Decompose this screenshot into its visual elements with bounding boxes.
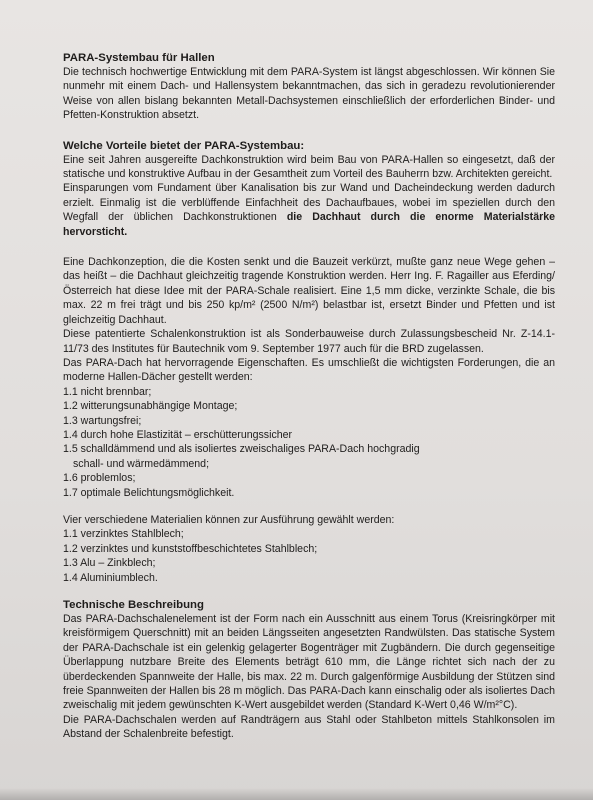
paragraph-vorteile-2 xyxy=(63,181,555,239)
paragraph-vorteile-2-bold: die Dachhaut durch die enorme Materialstärke hervorsticht. xyxy=(63,211,556,238)
list-item: 1.4 Aluminiumblech. xyxy=(63,571,158,584)
list-item: 1.4 durch hohe Elastizität – erschütterungssicher xyxy=(63,428,293,441)
paragraph-vorteile-1: Eine seit Jahren ausgereifte Dachkonstruktion wird beim Bau von PARA-Hallen so eingesetzt, daß der statische und konstruktive Aufbau in der Gesamtheit zum Vorteil des Bauherrn bzw. Architekten gereicht. xyxy=(63,153,555,181)
heading-vorteile: Welche Vorteile bietet der PARA-Systembau: xyxy=(63,139,305,152)
list-item: 1.1 nicht brennbar; xyxy=(63,385,152,398)
list-eigenschaften xyxy=(63,385,555,500)
paragraph-zulassung: Diese patentierte Schalenkonstruktion ist als Sonderbauweise durch Zulassungsbescheid Nr. Z-14.1-11/73 des Institutes für Bautechnik vom 9. September 1977 auch für die BRD zugelassen. xyxy=(63,328,555,355)
paragraph-eigenschaften: Das PARA-Dach hat hervorragende Eigenschaften. Es umschließt die wichtigsten Forderungen, die an moderne Hallen-Dächer gestellt werden: xyxy=(63,356,555,384)
list-item: 1.3 wartungsfrei; xyxy=(63,414,142,427)
list-item-continuation: schall- und wärmedämmend; xyxy=(73,457,210,470)
paragraph-vorteile-2-text: Einsparungen vom Fundament über Kanalisation bis zur Wand und Dacheindeckung werden dadurch erzielt. Einmalig ist die verblüffende Einfachheit des Dachaufbaues, wobei im speziellen durch den Wegfall der üblichen Dachkonstruktionen xyxy=(63,182,555,224)
list-item: 1.1 verzinktes Stahlblech; xyxy=(63,528,184,541)
list-item: 1.3 Alu – Zinkblech; xyxy=(63,557,156,570)
heading-systembau: PARA-Systembau für Hallen xyxy=(63,52,215,64)
list-item: 1.2 verzinktes und kunststoffbeschichtetes Stahlblech; xyxy=(63,542,318,555)
list-item: 1.6 problemlos; xyxy=(63,472,136,485)
paragraph-dachkonzeption: Eine Dachkonzeption, die die Kosten senkt und die Bauzeit verkürzt, mußte ganz neue Wege gehen – das heißt – die Dachhaut gleichzeitig tragende Konstruktion werden. Herr Ing. F. Ragailler aus Eferding/Österreich hat diese Idee mit der PARA-Schale realisiert. Eine 1,5 mm dicke, verzinkte Schale, die bis max. 22 m frei trägt und bis 250 kp/m² (2500 N/m²) belastbar ist, ersetzt Binder und Pfetten und ist gleichzeitig Dachhaut. xyxy=(63,256,555,326)
paragraph-technik-1: Das PARA-Dachschalenelement ist der Form nach ein Ausschnitt aus einem Torus (Kreisringkörper mit kreisförmigem Querschnitt) mit an beiden Längsseiten angesetzten Randwülsten. Das statische System der PARA-Dachschale ist ein gelenkig gelagerter Bogenträger mit Zugbändern. Die durch gegenseitige Überlappung nutzbare Breite des Elements beträgt 610 mm, die Länge richtet sich nach der zu überdeckenden Spannweite der Halle, bis max. 22 m. Durch galgenförmige Ausbildung der Stützen sind freie Spannweiten der Hallen bis 28 m möglich. Das PARA-Dach kann einschalig oder als isoliertes Dach zweischalig mit jedem gewünschten K-Wert ausgebildet werden (Standard K-Wert 0,46 W/m²°C). xyxy=(63,613,555,712)
heading-technische-beschreibung: Technische Beschreibung xyxy=(63,599,204,611)
list-item: 1.2 witterungsunabhängige Montage; xyxy=(63,400,238,413)
list-materialien xyxy=(63,527,555,585)
paragraph-technik-2: Die PARA-Dachschalen werden auf Randträgern aus Stahl oder Stahlbeton mittels Stahlkonsolen im Abstand der Schalenbreite befestigt. xyxy=(63,713,555,741)
list-item: 1.5 schalldämmend und als isoliertes zweischaliges PARA-Dach hochgradig xyxy=(63,443,420,456)
paragraph-intro: Die technisch hochwertige Entwicklung mit dem PARA-System ist längst abgeschlossen. Wir können Sie nunmehr mit einem Dach- und Hallensystem bekanntmachen, das sich in geradezu revolutionierender Weise von allen bislang bekannten Metall-Dachsystemen einschließlich der erforderlichen Binder- und Pfetten-Konstruktion absetzt. xyxy=(63,66,555,122)
list-item: 1.7 optimale Belichtungsmöglichkeit. xyxy=(63,486,235,499)
paragraph-materialien: Vier verschiedene Materialien können zur Ausführung gewählt werden: xyxy=(63,513,395,526)
